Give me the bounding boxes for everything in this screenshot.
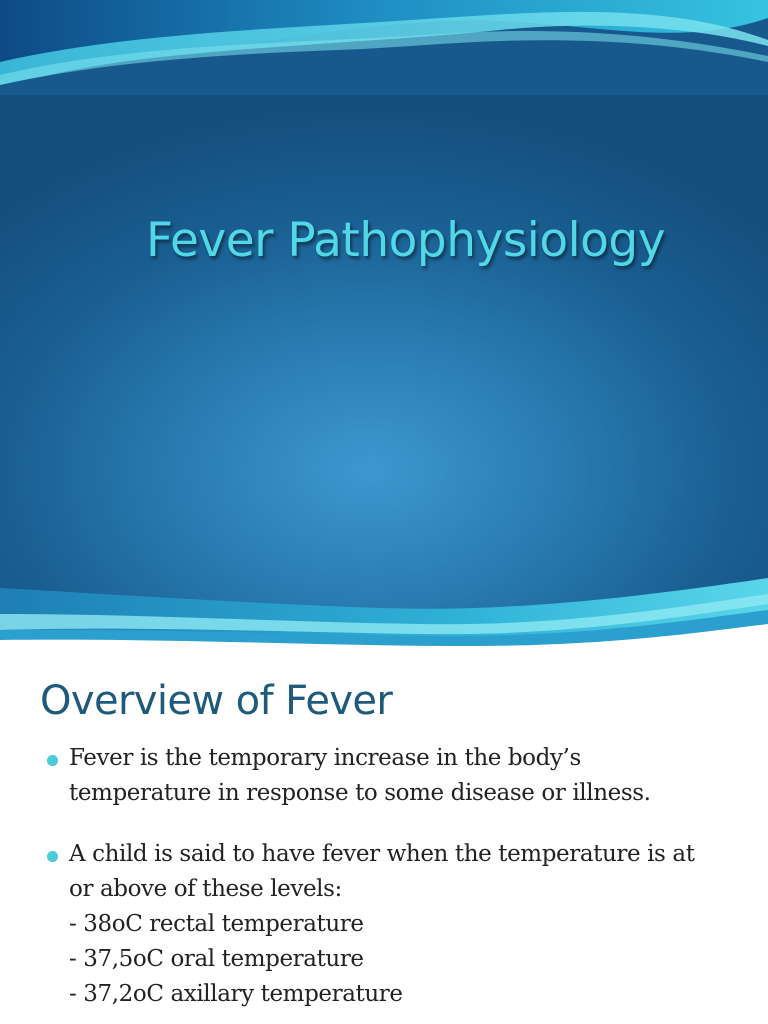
temperature-threshold-line: - 38oC rectal temperature: [69, 911, 364, 937]
presentation-title: Fever Pathophysiology: [146, 213, 666, 268]
slide-heading: Overview of Fever: [40, 678, 393, 724]
bullet-text-line: Fever is the temporary increase in the body’s: [69, 745, 581, 771]
bullet-marker-icon: [47, 755, 58, 766]
top-wave-decoration: [0, 0, 768, 95]
bullet-text-line: or above of these levels:: [69, 876, 342, 902]
bullet-text-line: temperature in response to some disease or illness.: [69, 780, 651, 806]
temperature-threshold-line: - 37,2oC axillary temperature: [69, 981, 403, 1007]
bottom-wave-decoration: [0, 574, 768, 662]
bullet-list: [47, 741, 747, 1012]
bullet-text-line: A child is said to have fever when the temperature is at: [69, 841, 695, 867]
overview-slide: [0, 662, 768, 1024]
temperature-threshold-line: - 37,5oC oral temperature: [69, 946, 364, 972]
bullet-marker-icon: [47, 851, 58, 862]
bullet-item: [47, 741, 747, 811]
bullet-item: [47, 837, 747, 1012]
